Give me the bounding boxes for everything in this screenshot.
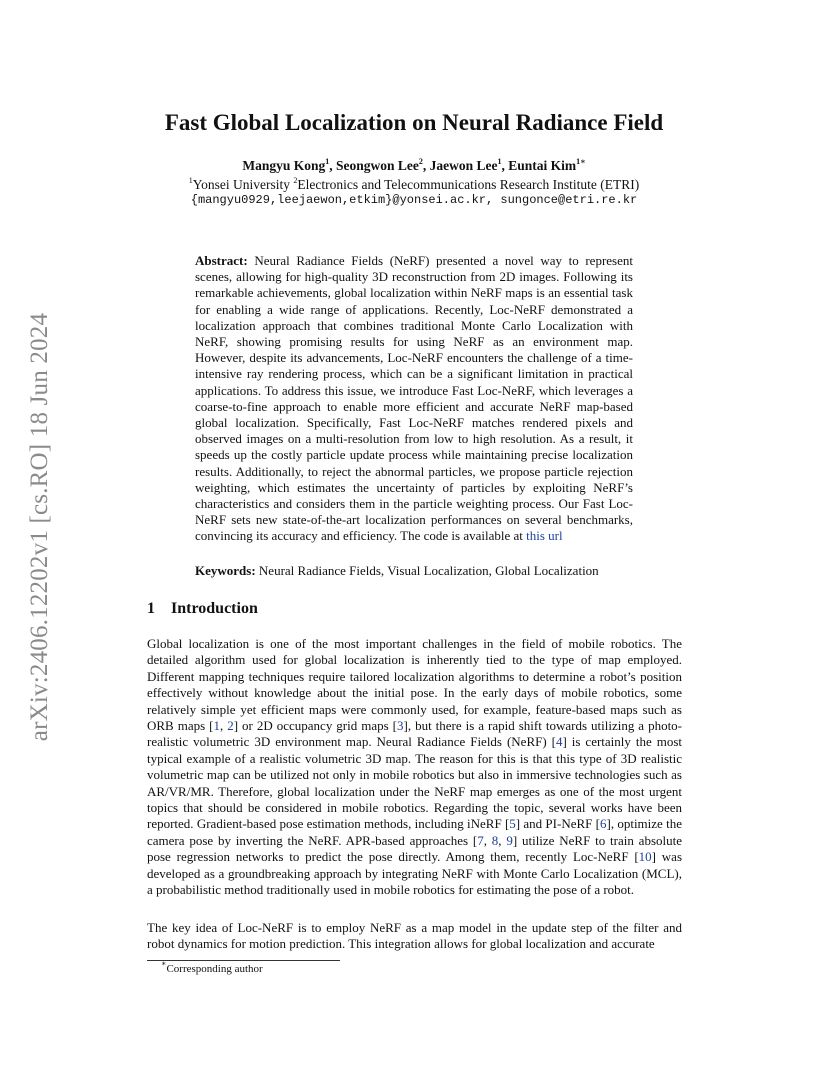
author-separator: , xyxy=(329,158,336,173)
citation-link[interactable]: 6 xyxy=(599,816,607,832)
keywords-label: Keywords: xyxy=(195,563,256,578)
affiliation-mark: 1 xyxy=(188,176,193,185)
paragraph-text: ] was developed as a groundbreaking approach by integrating NeRF with Monte Carlo Localization (MCL), a probabilistic method traditionally used in mobile robotics for estimating the pose of a robot. xyxy=(147,849,683,898)
introduction-paragraph-2: The key idea of Loc-NeRF is to employ NeRF as a map model in the update step of the filter and robot dynamics for motion prediction. This integration allows for global localization and accurate xyxy=(147,920,682,952)
paragraph-text: ], but there is a rapid shift towards utilizing a photo-realistic volumetric 3D environment map. Neural Radiance Fields (NeRF) [ xyxy=(147,718,683,750)
paragraph-text: ] is certainly the most typical example of a realistic volumetric 3D map. The reason for this is that this type of 3D realistic volumetric map can be utilized not only in mobile robotics but also in immersive technologies such as AR/VR/MR. Therefore, global localization under the NeRF map emerges as one of the most urgent topics that should be considered in mobile robotics. Regarding the topic, several works have been reported. Gradient-based pose estimation methods, including iNeRF [ xyxy=(147,734,683,832)
affiliation-name: Electronics and Telecommunications Research Institute (ETRI) xyxy=(297,177,640,192)
author-name: Jaewon Lee xyxy=(429,158,498,173)
affiliation-name: Yonsei University xyxy=(192,177,294,192)
author-name: Mangyu Kong xyxy=(242,158,326,173)
author-separator: , xyxy=(422,158,430,173)
citation-separator: , xyxy=(483,832,492,848)
footnote-divider xyxy=(147,960,340,961)
citation-link[interactable]: 4 xyxy=(555,734,563,750)
code-link[interactable]: this url xyxy=(526,528,563,544)
author-affiliation-mark: 1 xyxy=(325,157,330,166)
citation-link[interactable]: 2 xyxy=(227,718,234,734)
arxiv-stamp-text: arXiv:2406.12202v1 [cs.RO] 18 Jun 2024 xyxy=(26,312,53,742)
introduction-paragraph-1 xyxy=(147,636,682,899)
footnote xyxy=(161,959,263,975)
citation-link[interactable]: 7 xyxy=(477,832,484,848)
section-heading-introduction xyxy=(147,600,258,618)
section-number: 1 xyxy=(147,600,155,617)
citation-link[interactable]: 3 xyxy=(397,718,404,734)
abstract-label: Abstract: xyxy=(195,253,248,268)
paper-title: Fast Global Localization on Neural Radiance Field xyxy=(164,110,664,135)
paragraph-text: ] or 2D occupancy grid maps [ xyxy=(233,718,397,734)
abstract xyxy=(195,253,633,545)
paragraph-text: ] and PI-NeRF [ xyxy=(515,816,600,832)
keywords-text: Neural Radiance Fields, Visual Localization, Global Localization xyxy=(255,563,599,578)
abstract-text: Neural Radiance Fields (NeRF) presented a novel way to represent scenes, allowing for high-quality 3D reconstruction from 2D images. Following its remarkable achievements, global localization within NeRF maps is an essential task for enabling a wide range of applications. Recently, Loc-NeRF demonstrated a localization approach that combines traditional Monte Carlo Localization with NeRF, showing promising results for using NeRF as an environment map. However, despite its advancements, Loc-NeRF encounters the challenge of a time-intensive ray rendering process, which can be a significant limitation in practical applications. To address this issue, we introduce Fast Loc-NeRF, which leverages a coarse-to-fine approach to enable more efficient and accurate NeRF map-based global localization. Specifically, Fast Loc-NeRF matches rendered pixels and observed images on a multi-resolution from low to high resolution. As a result, it speeds up the costly particle update process while maintaining precise localization results. Additionally, to reject the abnormal particles, we propose particle rejection weighting, which estimates the uncertainty of particles by exploiting NeRF’s characteristics and considers them in the particle weighting process. Our Fast Loc-NeRF sets new state-of-the-art localization performances on several benchmarks, convincing its accuracy and efficiency. The code is available at xyxy=(195,253,633,544)
author-emails: {mangyu0929,leejaewon,etkim}@yonsei.ac.kr, sungonce@etri.re.kr xyxy=(190,193,638,207)
citation-link[interactable]: 9 xyxy=(506,832,513,848)
arxiv-identifier-stamp xyxy=(22,292,58,762)
citation-link[interactable]: 10 xyxy=(638,849,652,865)
author-name: Euntai Kim xyxy=(508,158,577,173)
citation-link[interactable]: 1 xyxy=(213,718,220,734)
citation-link[interactable]: 5 xyxy=(509,816,516,832)
author-list xyxy=(0,158,828,174)
citation-link[interactable]: 8 xyxy=(491,832,499,848)
section-title: Introduction xyxy=(171,600,258,617)
paragraph-text: ], optimize the camera pose by inverting the NeRF. APR-based approaches [ xyxy=(147,816,682,848)
keywords xyxy=(195,563,633,579)
citation-separator: , xyxy=(219,718,228,734)
author-name: Seongwon Lee xyxy=(335,158,419,173)
author-affiliation-mark: 2 xyxy=(418,157,423,166)
affiliations xyxy=(0,177,828,193)
footnote-mark: ∗ xyxy=(161,959,167,968)
footnote-text: Corresponding author xyxy=(166,963,263,975)
author-affiliation-mark: 1∗ xyxy=(576,157,586,166)
affiliation-mark: 2 xyxy=(293,176,298,185)
author-separator: , xyxy=(501,158,509,173)
author-affiliation-mark: 1 xyxy=(497,157,502,166)
citation-separator: , xyxy=(498,832,507,848)
paragraph-text: Global localization is one of the most important challenges in the field of mobile robotics. The detailed algorithm used for global localization is inherently tied to the type of map employed. Different mapping techniques require tailored localization algorithms to determine a robot’s position effectively without knowledge about the initial pose. In the early days of mobile robotics, some relatively simple yet efficient maps were commonly used, for example, feature-based maps such as ORB maps [ xyxy=(147,636,682,734)
paragraph-text: ] utilize NeRF to train absolute pose regression networks to predict the pose directly. Among them, recently Loc-NeRF [ xyxy=(147,832,683,865)
